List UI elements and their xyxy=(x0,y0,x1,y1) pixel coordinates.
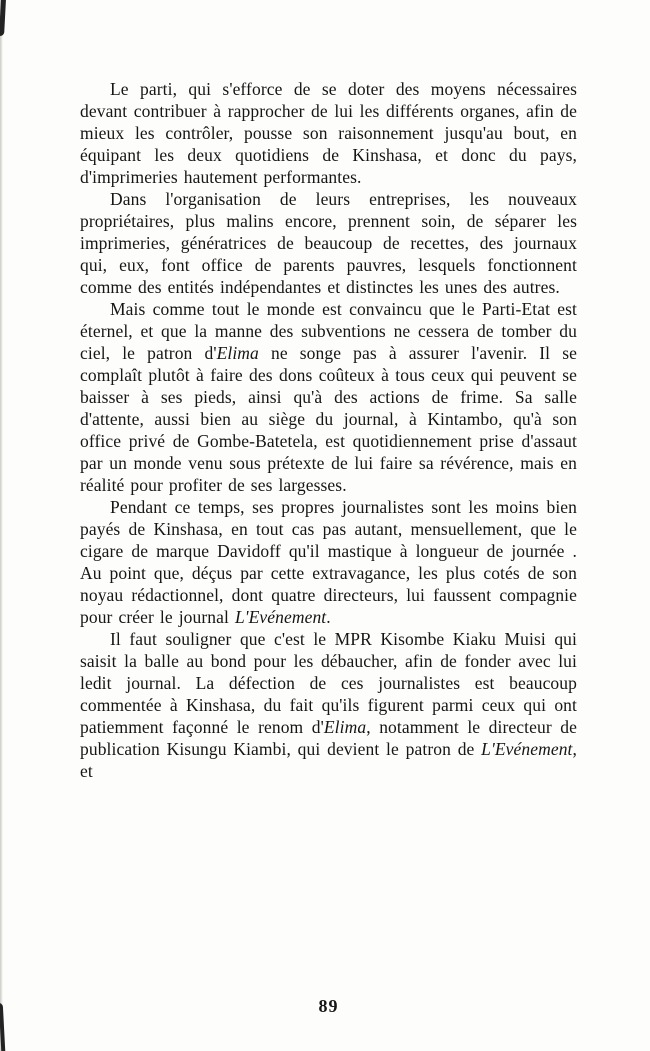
page-left-edge-shadow xyxy=(0,0,3,1051)
paragraph xyxy=(80,628,577,782)
page-number: 89 xyxy=(318,996,339,1016)
text-segment: Il faut souligner que c'est le MPR Kisombe Kiaku Muisi qui saisit la balle au bond pour les débaucher, afin de fonder avec lui ledit journal. La défection de ces journalistes est beaucoup commentée à Kinshasa, du fait qu'ils figurent parmi ceux qui ont patiemment façonné le renom d' xyxy=(80,629,577,737)
text-segment: . xyxy=(326,607,331,627)
text-segment: Pendant ce temps, ses propres journalistes sont les moins bien payés de Kinshasa, en tout cas pas autant, mensuellement, que le cigare de marque Davidoff qu'il mastique à longueur de journée . Au point que, déçus par cette extravagance, les plus cotés de son noyau rédactionnel, dont quatre directeurs, lui faussent compagnie pour créer le journal xyxy=(80,497,577,627)
italic-text-segment: Elima xyxy=(323,717,367,737)
scan-artifact-bottom-left xyxy=(0,1003,5,1051)
paragraph xyxy=(80,298,577,496)
italic-text-segment: L'Evénement xyxy=(481,739,573,759)
text-segment: , notamment le directeur de publication Kisungu Kiambi, qui devient le patron de xyxy=(80,717,577,759)
text-segment: , et xyxy=(80,739,577,781)
paragraph xyxy=(80,78,577,188)
text-block xyxy=(80,78,577,782)
scan-artifact-top-left xyxy=(0,0,6,36)
italic-text-segment: L'Evénement xyxy=(234,607,327,627)
text-segment: Mais comme tout le monde est convaincu que le Parti-Etat est éternel, et que la manne des subventions ne cessera de tomber du ciel, le patron d' xyxy=(80,299,577,363)
paragraph xyxy=(80,496,577,628)
text-segment: ne songe pas à assurer l'avenir. Il se complaît plutôt à faire des dons coûteux à tous ceux qui peuvent se baisser à ses pieds, ainsi qu'à des actions de frime. Sa salle d'attente, aussi bien au siège du journal, à Kintambo, qu'à son office privé de Gombe-Batetela, est quotidiennement prise d'assaut par un monde venu sous prétexte de lui faire sa révérence, mais en réalité pour profiter de ses largesses. xyxy=(80,343,577,495)
paragraph xyxy=(80,188,577,298)
text-segment: Dans l'organisation de leurs entreprises, les nouveaux propriétaires, plus malins encore, prennent soin, de séparer les imprimeries, génératrices de beaucoup de recettes, des journaux qui, eux, font office de parents pauvres, lesquels fonctionnent comme des entités indépendantes et distinctes les unes des autres. xyxy=(80,189,577,297)
text-segment: Le parti, qui s'efforce de se doter des moyens nécessaires devant contribuer à rapprocher de lui les différents organes, afin de mieux les contrôler, pousse son raisonnement jusqu'au bout, en équipant les deux quotidiens de Kinshasa, et donc du pays, d'imprimeries hautement performantes. xyxy=(80,79,577,187)
italic-text-segment: Elima xyxy=(216,343,259,363)
